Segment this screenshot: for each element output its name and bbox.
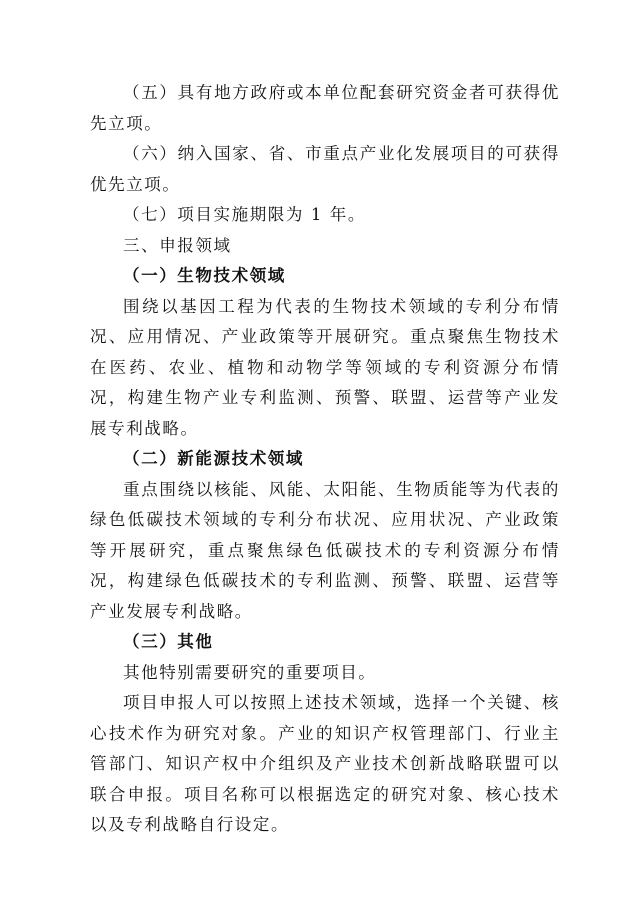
closing-paragraph: 项目申报人可以按照上述技术领域，选择一个关键、核心技术作为研究对象。产业的知识产权管理部门、行业主管部门、知识产权中介组织及产业技术创新战略联盟可以联合申报。项目名称可以根据选定的研究对象、核心技术以及专利战略自行设定。 [90, 693, 560, 834]
subsection-1-heading: （一）生物技术领域 [123, 266, 286, 285]
document-body [90, 78, 560, 841]
item-7-paragraph: （七）项目实施期限为 1 年。 [123, 205, 366, 224]
item-5-paragraph: （五）具有地方政府或本单位配套研究资金者可获得优先立项。 [90, 83, 560, 133]
section-3-heading: 三、申报领域 [123, 235, 232, 255]
subsection-2-body: 重点围绕以核能、风能、太阳能、生物质能等为代表的绿色低碳技术领域的专利分布状况、应用状况、产业政策等开展研究，重点聚焦绿色低碳技术的专利资源分布情况，构建绿色低碳技术的专利监测、预警、联盟、运营等产业发展专利战略。 [90, 479, 560, 621]
item-6-paragraph: （六）纳入国家、省、市重点产业化发展项目的可获得优先立项。 [90, 144, 560, 194]
subsection-2-heading: （二）新能源技术领域 [123, 449, 304, 468]
subsection-1-body: 围绕以基因工程为代表的生物技术领域的专利分布情况、应用情况、产业政策等开展研究。重点聚焦生物技术在医药、农业、植物和动物学等领域的专利资源分布情况，构建生物产业专利监测、预警、联盟、运营等产业发展专利战略。 [90, 296, 560, 438]
subsection-3-heading: （三）其他 [123, 632, 214, 651]
subsection-3-body: 其他特别需要研究的重要项目。 [123, 662, 377, 682]
